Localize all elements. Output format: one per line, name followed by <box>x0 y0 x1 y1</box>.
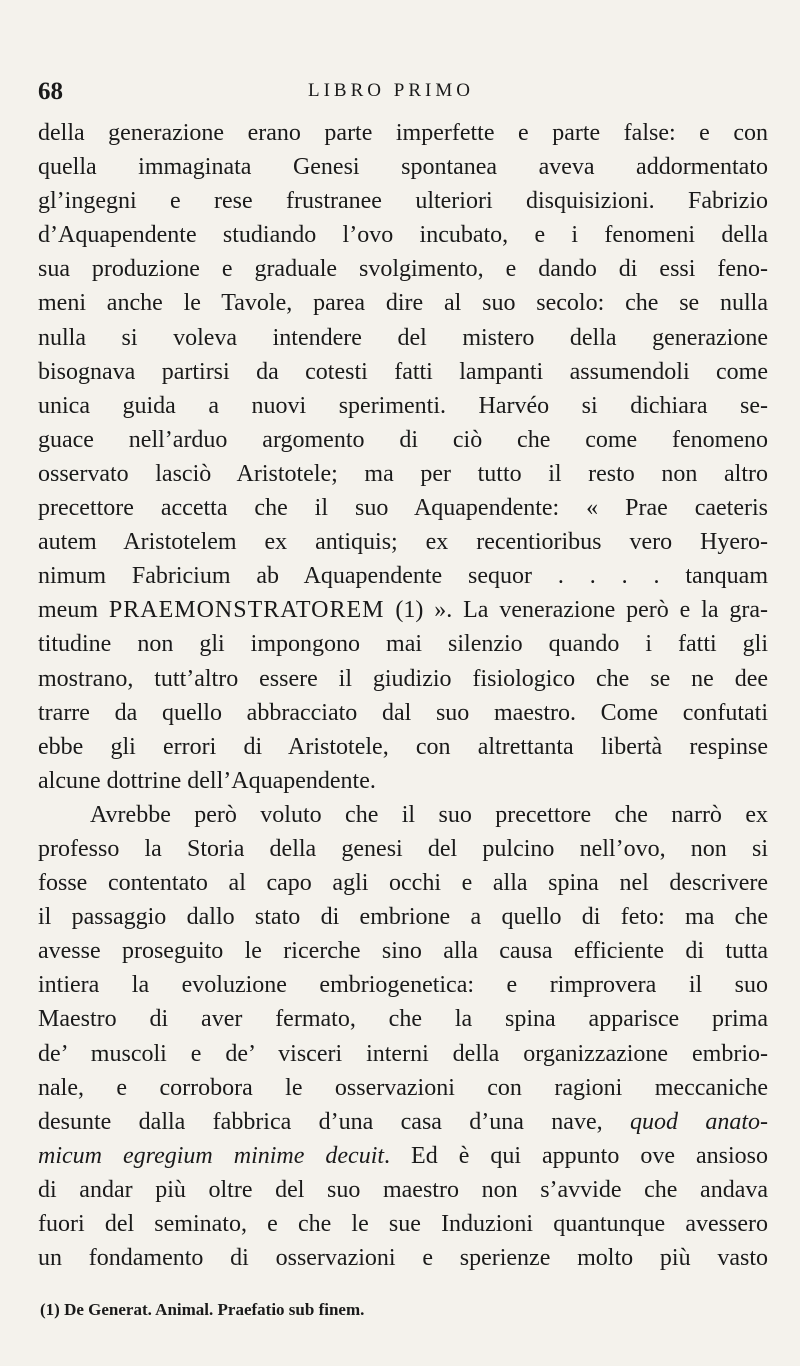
footnote: (1) De Generat. Animal. Praefatio sub finem. <box>40 1300 365 1319</box>
text-line <box>38 593 768 627</box>
page-number: 68 <box>38 78 63 105</box>
text-segment: desunte dalla fabbrica d’una casa d’una nave, <box>38 1108 603 1135</box>
page-header <box>38 78 768 108</box>
text-line: di andar più oltre del suo maestro non s’avvide che andava <box>38 1176 768 1203</box>
text-line: un fondamento di osservazioni e sperienze molto più vasto <box>38 1245 768 1272</box>
text-segment: (1) ». La venerazione però e la gra- <box>395 597 768 624</box>
text-line: professo la Storia della genesi del pulcino nell’ovo, non si <box>38 835 768 862</box>
text-line: Avrebbe però voluto che il suo precettore che narrò ex <box>90 801 768 828</box>
text-line: meni anche le Tavole, parea dire al suo secolo: che se nulla <box>38 290 768 317</box>
italic-text: quod anato- <box>629 1108 768 1135</box>
text-line <box>38 1139 768 1173</box>
text-line <box>38 1105 768 1139</box>
text-line: precettore accetta che il suo Aquapendente: « Prae caeteris <box>38 495 768 522</box>
text-line: Maestro di aver fermato, che la spina apparisce prima <box>38 1006 768 1033</box>
text-line: quella immaginata Genesi spontanea aveva addormentato <box>38 154 768 181</box>
text-line: gl’ingegni e rese frustranee ulteriori disquisizioni. Fabrizio <box>38 188 768 215</box>
small-caps-text: PRAEMONSTRATOREM <box>108 597 385 624</box>
text-line: fuori del seminato, e che le sue Induzioni quantunque avessero <box>38 1211 768 1237</box>
text-line: mostrano, tutt’altro essere il giudizio fisiologico che se ne dee <box>38 665 768 692</box>
text-segment: . Ed è qui appunto ove ansioso <box>384 1142 768 1169</box>
text-line: trarre da quello abbracciato dal suo maestro. Come confutati <box>38 699 768 726</box>
text-line: de’ muscoli e de’ visceri interni della organizzazione embrio- <box>38 1040 768 1067</box>
text-segment: meum <box>38 597 98 624</box>
text-line: della generazione erano parte imperfette e parte false: e con <box>38 120 768 146</box>
text-line: bisognava partirsi da cotesti fatti lampanti assumendoli come <box>38 358 768 385</box>
text-line: titudine non gli impongono mai silenzio quando i fatti gli <box>38 631 768 658</box>
italic-text: micum egregium minime decuit <box>38 1142 385 1169</box>
running-head: LIBRO PRIMO <box>308 80 474 101</box>
text-line: ebbe gli errori di Aristotele, con altrettanta libertà respinse <box>38 733 768 760</box>
text-line: il passaggio dallo stato di embrione a quello di feto: ma che <box>38 904 768 931</box>
text-line: avesse proseguito le ricerche sino alla causa efficiente di tutta <box>38 938 768 965</box>
text-line: nulla si voleva intendere del mistero della generazione <box>38 324 768 351</box>
text-line: osservato lasciò Aristotele; ma per tutto il resto non altro <box>38 460 768 487</box>
text-line: fosse contentato al capo agli occhi e alla spina nel descrivere <box>38 870 768 897</box>
text-line: nimum Fabricium ab Aquapendente sequor . . . . tanquam <box>38 563 768 590</box>
text-line: unica guida a nuovi sperimenti. Harvéo si dichiara se- <box>38 392 768 419</box>
text-line: autem Aristotelem ex antiquis; ex recentioribus vero Hyero- <box>38 529 768 556</box>
body-text <box>38 116 768 1275</box>
text-line: alcune dottrine dell’Aquapendente. <box>38 767 376 794</box>
text-line: nale, e corrobora le osservazioni con ragioni meccaniche <box>38 1074 768 1101</box>
text-line: intiera la evoluzione embriogenetica: e rimprovera il suo <box>38 972 768 999</box>
text-line: guace nell’arduo argomento di ciò che come fenomeno <box>38 426 768 453</box>
text-line: sua produzione e graduale svolgimento, e dando di essi feno- <box>38 256 768 283</box>
text-line: d’Aquapendente studiando l’ovo incubato, e i fenomeni della <box>38 222 768 249</box>
